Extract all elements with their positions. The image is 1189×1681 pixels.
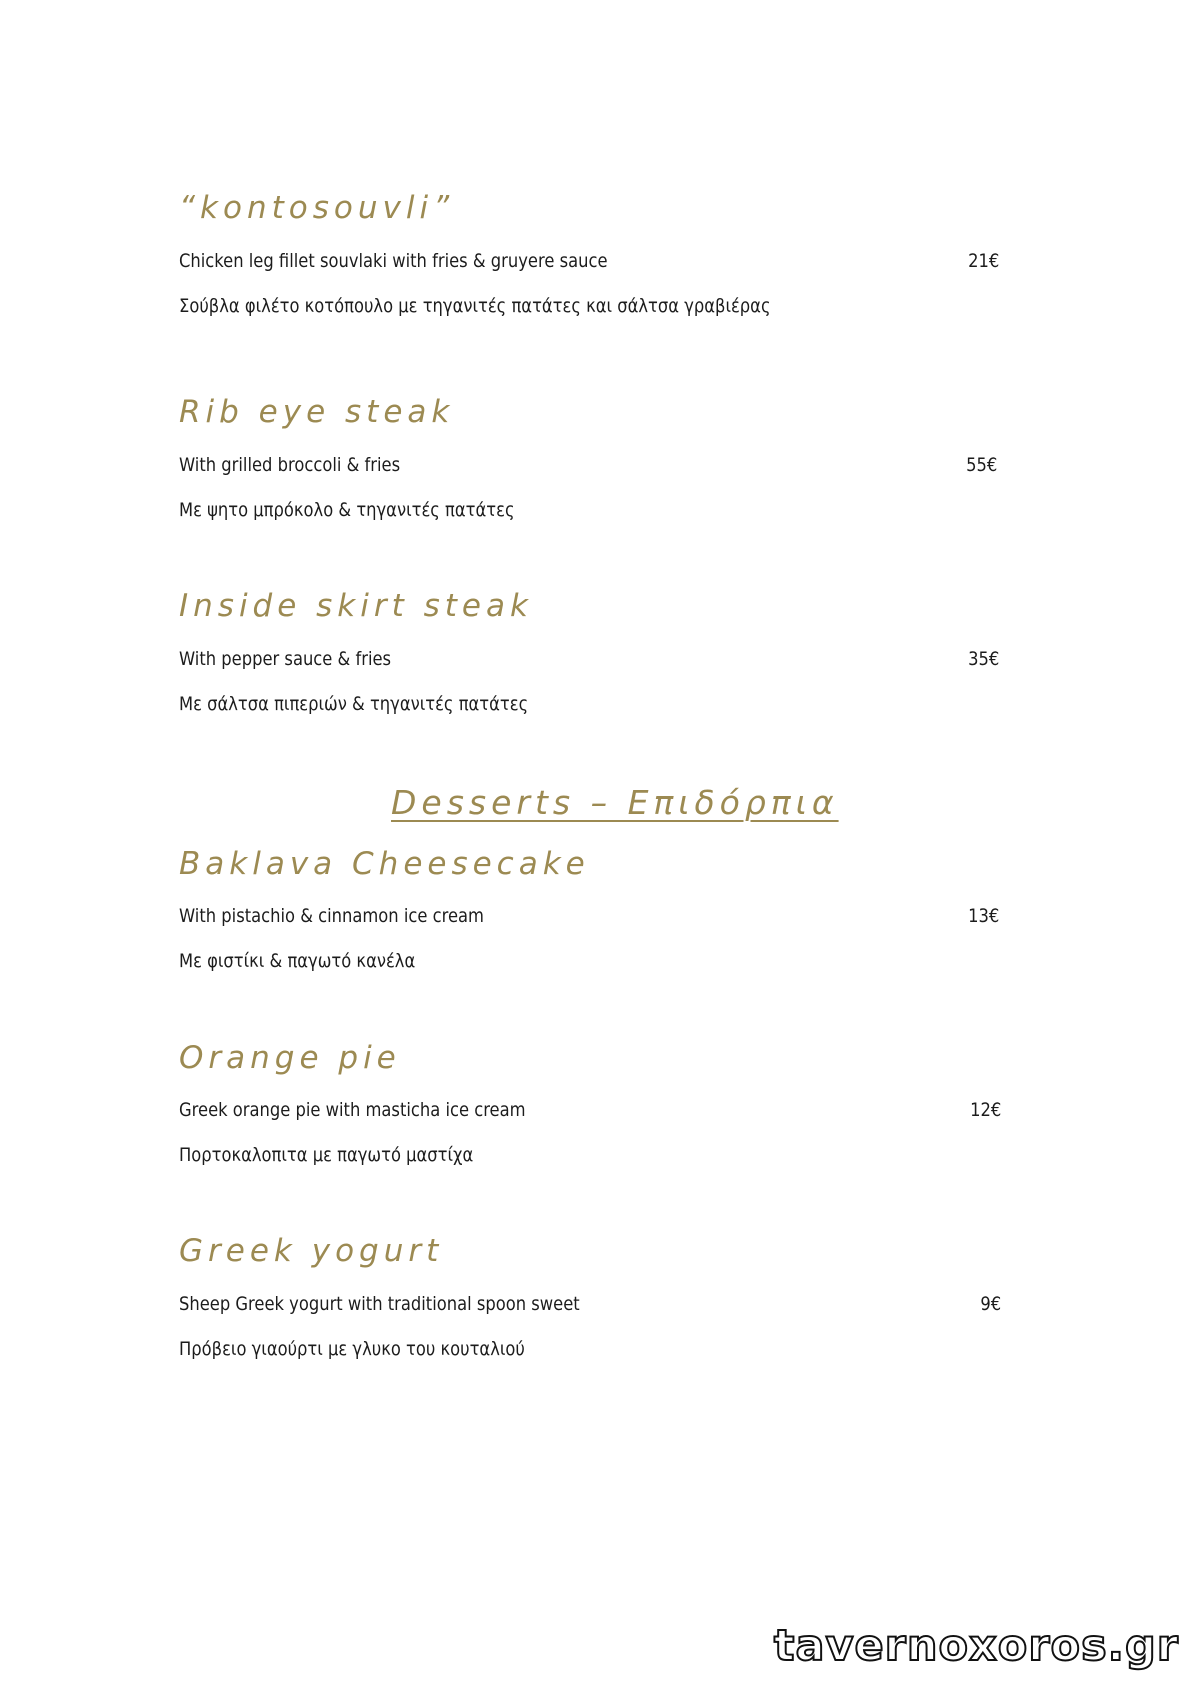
dish-description-gr: Με ψητο μπρόκολο & τηγανιτές πατάτες (179, 499, 515, 521)
dish-title-kontosouvli: “kontosouvli” (179, 190, 455, 226)
dish-description-en: With pepper sauce & fries (179, 648, 392, 670)
dish-title-inside-skirt-steak: Inside skirt steak (179, 588, 533, 624)
dish-price: 9€ (980, 1293, 1001, 1315)
dish-title-rib-eye-steak: Rib eye steak (179, 394, 455, 430)
dish-price: 55€ (965, 454, 997, 476)
dish-description-gr: Πορτοκαλοπιτα με παγωτό μαστίχα (179, 1144, 474, 1166)
dish-price: 21€ (967, 250, 999, 272)
dish-price: 35€ (967, 648, 999, 670)
dish-description-en: With pistachio & cinnamon ice cream (179, 905, 484, 927)
dish-description-gr: Με φιστίκι & παγωτό κανέλα (179, 950, 416, 972)
site-watermark: tavernoxoros.gr (773, 1621, 1179, 1671)
dish-description-en: Chicken leg fillet souvlaki with fries & gruyere sauce (179, 250, 608, 272)
dish-description-en: Greek orange pie with masticha ice cream (179, 1099, 526, 1121)
dish-title-orange-pie: Orange pie (179, 1040, 401, 1076)
dish-price: 12€ (969, 1099, 1001, 1121)
dish-title-baklava-cheesecake: Baklava Cheesecake (179, 846, 590, 882)
dish-description-en: Sheep Greek yogurt with traditional spoon sweet (179, 1293, 580, 1315)
desserts-section-heading: Desserts – Επιδόρπια (391, 783, 839, 822)
dish-description-gr: Πρόβειο γιαούρτι με γλυκο του κουταλιού (179, 1338, 525, 1360)
dish-description-gr: Με σάλτσα πιπεριών & τηγανιτές πατάτες (179, 693, 529, 715)
dish-price: 13€ (967, 905, 999, 927)
dish-title-greek-yogurt: Greek yogurt (179, 1233, 444, 1269)
dish-description-en: With grilled broccoli & fries (179, 454, 401, 476)
dish-description-gr: Σούβλα φιλέτο κοτόπουλο με τηγανιτές πατάτες και σάλτσα γραβιέρας (179, 295, 771, 317)
